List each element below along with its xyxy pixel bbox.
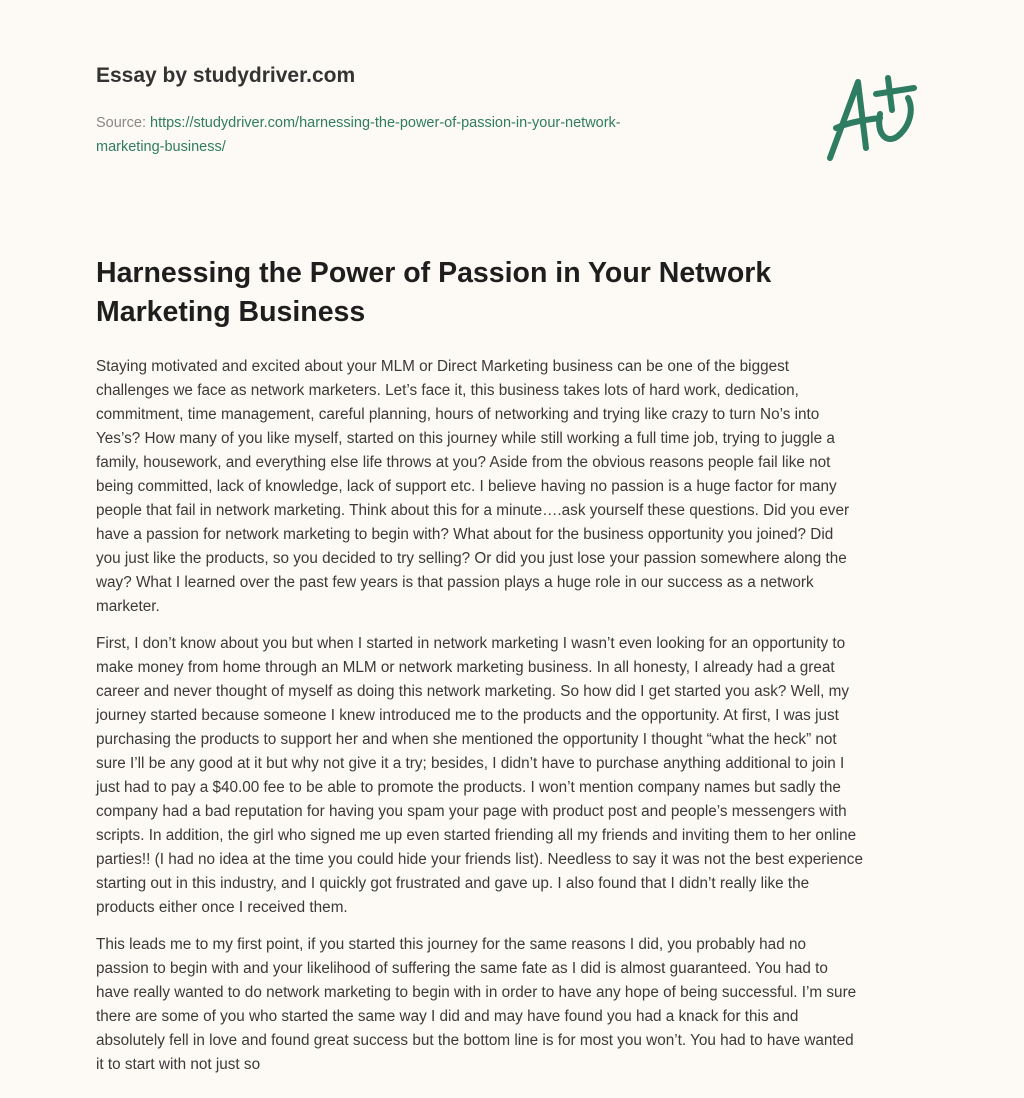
- paragraph: [96, 355, 946, 619]
- paragraph-line: journey started because someone I knew introduced me to the products and the opportunity. At first, I was just: [96, 707, 839, 724]
- paragraph-line: make money from home through an MLM or network marketing business. In all honesty, I already had a great: [96, 659, 835, 676]
- paragraph-line: marketer.: [96, 598, 160, 615]
- paragraph-line: way? What I learned over the past few years is that passion plays a huge role in our success as a network: [96, 574, 814, 591]
- paragraph: [96, 933, 946, 1077]
- paragraph-line: you just like the products, so you decided to try selling? Or did you just lose your passion somewhere along the: [96, 550, 847, 567]
- source-line: [96, 111, 621, 159]
- site-brand: Essay by studydriver.com: [96, 64, 356, 87]
- paragraph-line: absolutely fell in love and found great success but the bottom line is for most you won’t. You had to have wanted: [96, 1032, 854, 1049]
- paragraph-line: purchasing the products to support her and when she mentioned the opportunity I thought “what the heck” not: [96, 731, 837, 748]
- paragraph: [96, 632, 946, 920]
- paragraph-line: have really wanted to do network marketing to begin with in order to have any hope of being successful. I’m sure: [96, 984, 857, 1001]
- paragraph-line: starting out in this industry, and I quickly got frustrated and gave up. I also found that I didn’t really like the: [96, 875, 810, 892]
- paragraph-line: company had a bad reputation for having you spam your page with product post and people’s messengers with: [96, 803, 847, 820]
- paragraph-line: commitment, time management, careful planning, hours of networking and trying like crazy to turn No’s into: [96, 406, 820, 423]
- paragraph-line: have a passion for network marketing to begin with? What about for the business opportunity you joined? Did: [96, 526, 834, 543]
- source-label: Source:: [96, 115, 150, 131]
- paragraph-line: This leads me to my first point, if you started this journey for the same reasons I did, you probably had no: [96, 936, 806, 953]
- paragraph-line: sure I’ll be any good at it but why not give it a try; besides, I didn’t have to purchase anything additional to join I: [96, 755, 845, 772]
- paragraph-line: career and never thought of myself as doing this network marketing. So how did I get started you ask? Well, my: [96, 683, 850, 700]
- paragraph-line: passion to begin with and your likelihood of suffering the same fate as I did is almost guaranteed. You had to: [96, 960, 828, 977]
- paragraph-line: First, I don’t know about you but when I started in network marketing I wasn’t even looking for an opportunity to: [96, 635, 846, 652]
- article-title: Harnessing the Power of Passion in Your Network Marketing Business: [96, 257, 772, 328]
- paragraph-line: people that fail in network marketing. Think about this for a minute….ask yourself these questions. Did you ever: [96, 502, 850, 519]
- source-link[interactable]: https://studydriver.com/harnessing-the-power-of-passion-in-your-network- marketing-business/: [96, 115, 621, 155]
- paragraph-line: Staying motivated and excited about your MLM or Direct Marketing business can be one of the biggest: [96, 358, 789, 375]
- paragraph-line: it to start with not just so: [96, 1056, 261, 1073]
- paragraph-line: being committed, lack of knowledge, lack of support etc. I believe having no passion is a huge factor for many: [96, 478, 837, 495]
- paragraph-line: challenges we face as network marketers. Let’s face it, this business takes lots of hard work, dedication,: [96, 382, 799, 399]
- a-plus-logo: [818, 70, 928, 165]
- paragraph-line: there are some of you who started the same way I did and may have found you had a knack for this and: [96, 1008, 799, 1025]
- article-body: [96, 355, 946, 1090]
- paragraph-line: Yes’s? How many of you like myself, started on this journey while still working a full time job, trying to juggle a: [96, 430, 835, 447]
- paragraph-line: products either once I received them.: [96, 899, 348, 916]
- paragraph-line: parties!! (I had no idea at the time you could hide your friends list). Needless to say it was not the best experience: [96, 851, 863, 868]
- paragraph-line: scripts. In addition, the girl who signed me up even started friending all my friends and inviting them to her online: [96, 827, 857, 844]
- paragraph-line: family, housework, and everything else life throws at you? Aside from the obvious reasons people fail like not: [96, 454, 831, 471]
- paragraph-line: just had to pay a $40.00 fee to be able to promote the products. I won’t mention company names but sadly the: [96, 779, 841, 796]
